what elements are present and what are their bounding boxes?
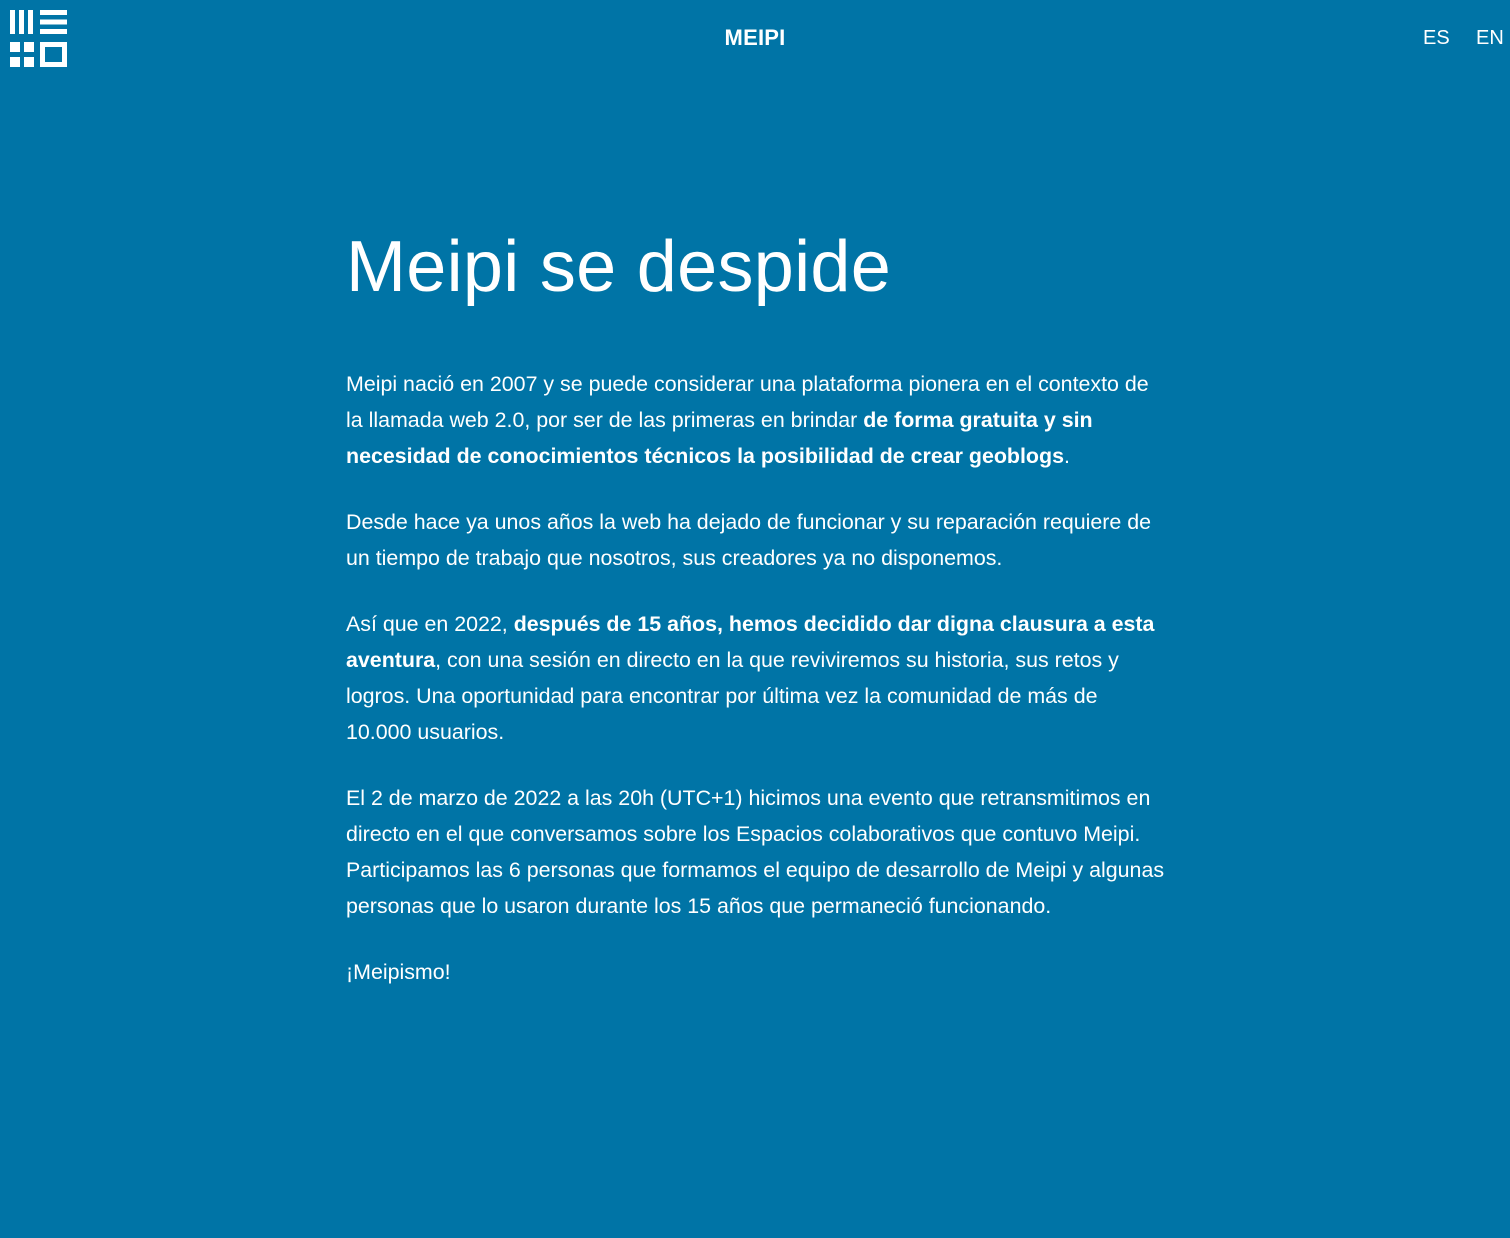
- paragraph-text: Así que en 2022,: [346, 612, 514, 636]
- paragraph-text: Meipi nació en 2007 y se puede considerar una plataforma pionera en el contexto de la llamada web 2.0, por ser de las primeras en brindar: [346, 372, 1149, 432]
- main-content: [346, 224, 1166, 990]
- top-bar: [0, 0, 1510, 76]
- language-es-link[interactable]: ES: [1423, 27, 1450, 49]
- paragraph-bold-text: después de 15 años, hemos decidido dar digna clausura a esta aventura: [346, 612, 1155, 672]
- brand-title: [0, 24, 1510, 52]
- page-title: Meipi se despide: [346, 227, 892, 307]
- paragraph-bold-text: de forma gratuita y sin necesidad de conocimientos técnicos la posibilidad de crear geoblogs: [346, 408, 1093, 468]
- paragraph-text: .: [1063, 444, 1070, 468]
- paragraph-status: [346, 504, 1166, 576]
- paragraph-text: , con una sesión en directo en la que reviviremos su historia, sus retos y logros. Una oportunidad para encontrar por última vez la comunidad de más de 10.000 usuarios.: [346, 648, 1119, 744]
- paragraph-text: ¡Meipismo!: [346, 960, 451, 984]
- brand-title-text[interactable]: MEIPI: [724, 25, 786, 50]
- paragraph-text: El 2 de marzo de 2022 a las 20h (UTC+1) hicimos una evento que retransmitimos en directo en el que conversamos sobre los Espacios colaborativos que contuvo Meipi. Participamos las 6 personas que formamos el equipo de desarrollo de Meipi y algunas personas que lo usaron durante los 15 años que permaneció funcionando.: [346, 786, 1165, 918]
- paragraph-text: Desde hace ya unos años la web ha dejado de funcionar y su reparación requiere de un tiempo de trabajo que nosotros, sus creadores ya no disponemos.: [346, 510, 1152, 570]
- paragraph-origin: [346, 366, 1166, 474]
- paragraph-closure: [346, 606, 1166, 750]
- meipi-logo-icon[interactable]: [10, 10, 67, 67]
- paragraph-event: [346, 780, 1166, 924]
- language-en-link[interactable]: EN: [1476, 27, 1504, 49]
- paragraph-farewell: [346, 954, 1166, 990]
